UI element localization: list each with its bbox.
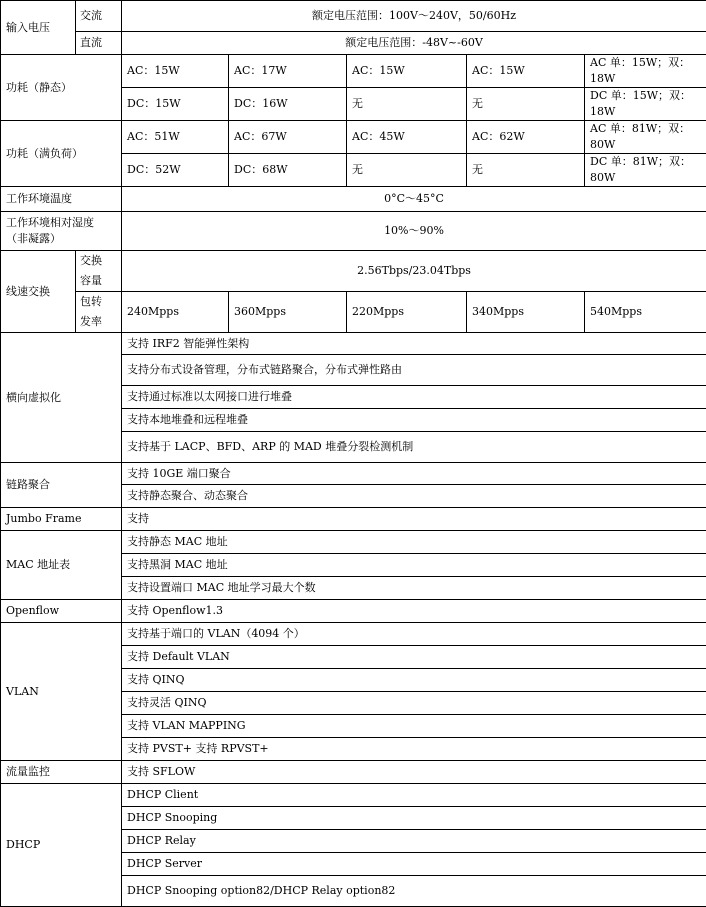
traffic-value: 支持 SFLOW bbox=[122, 761, 706, 784]
power-full-dc-cell: DC：68W bbox=[229, 154, 347, 187]
row-vlan bbox=[1, 623, 706, 646]
power-full-ac-cell: AC：45W bbox=[347, 121, 467, 154]
virtualization-item: 支持本地堆叠和远程堆叠 bbox=[122, 409, 706, 432]
input-voltage-label: 输入电压 bbox=[1, 1, 76, 55]
link-aggregation-item: 支持静态聚合、动态聚合 bbox=[122, 485, 706, 508]
dhcp-item: DHCP Snooping option82/DHCP Relay option82 bbox=[122, 876, 706, 907]
mac-table-item: 支持黑洞 MAC 地址 bbox=[122, 554, 706, 577]
openflow-label: Openflow bbox=[1, 600, 122, 623]
dhcp-item: DHCP Server bbox=[122, 853, 706, 876]
forwarding-rate-cell: 220Mpps bbox=[347, 292, 467, 333]
jumbo-value: 支持 bbox=[122, 508, 706, 531]
power-static-ac-cell: AC：15W bbox=[467, 55, 585, 88]
dhcp-item: DHCP Snooping bbox=[122, 807, 706, 830]
humidity-label bbox=[1, 212, 122, 251]
jumbo-label: Jumbo Frame bbox=[1, 508, 122, 531]
power-full-dc-cell: 无 bbox=[467, 154, 585, 187]
row-traffic bbox=[1, 761, 706, 784]
mac-table-item: 支持设置端口 MAC 地址学习最大个数 bbox=[122, 577, 706, 600]
switching-label: 线速交换 bbox=[1, 251, 76, 333]
row-virtualization bbox=[1, 333, 706, 355]
temperature-label: 工作环境温度 bbox=[1, 187, 122, 212]
power-full-dc-cell: DC：52W bbox=[122, 154, 229, 187]
power-full-label: 功耗（满负荷） bbox=[1, 121, 122, 187]
forwarding-rate-label-line1: 包转 bbox=[80, 292, 117, 312]
row-jumbo bbox=[1, 508, 706, 531]
forwarding-rate-cell: 360Mpps bbox=[229, 292, 347, 333]
dhcp-item: DHCP Relay bbox=[122, 830, 706, 853]
link-aggregation-item: 支持 10GE 端口聚合 bbox=[122, 463, 706, 485]
dc-label: 直流 bbox=[76, 32, 122, 55]
row-dhcp bbox=[1, 784, 706, 807]
forwarding-rate-label bbox=[76, 292, 122, 333]
row-power-static-ac bbox=[1, 55, 706, 88]
temperature-value: 0°C～45°C bbox=[122, 187, 706, 212]
row-forwarding-rate bbox=[1, 292, 706, 333]
switching-capacity-value: 2.56Tbps/23.04Tbps bbox=[122, 251, 706, 292]
power-full-ac-cell: AC：62W bbox=[467, 121, 585, 154]
virtualization-item: 支持 IRF2 智能弹性架构 bbox=[122, 333, 706, 355]
ac-voltage-value: 额定电压范围：100V～240V，50/60Hz bbox=[122, 1, 706, 32]
power-static-dc-cell: DC：16W bbox=[229, 88, 347, 121]
row-temperature bbox=[1, 187, 706, 212]
traffic-label: 流量监控 bbox=[1, 761, 122, 784]
power-static-ac-cell: AC：15W bbox=[347, 55, 467, 88]
switching-capacity-label-line2: 容量 bbox=[80, 271, 117, 291]
switching-capacity-label bbox=[76, 251, 122, 292]
virtualization-item: 支持分布式设备管理，分布式链路聚合，分布式弹性路由 bbox=[122, 355, 706, 386]
row-switching-capacity bbox=[1, 251, 706, 292]
switching-capacity-label-line1: 交换 bbox=[80, 251, 117, 271]
openflow-value: 支持 Openflow1.3 bbox=[122, 600, 706, 623]
power-static-ac-cell: AC：17W bbox=[229, 55, 347, 88]
vlan-item: 支持 Default VLAN bbox=[122, 646, 706, 669]
vlan-label: VLAN bbox=[1, 623, 122, 761]
dc-voltage-value: 额定电压范围：-48V~-60V bbox=[122, 32, 706, 55]
virtualization-item: 支持基于 LACP、BFD、ARP 的 MAD 堆叠分裂检测机制 bbox=[122, 432, 706, 463]
mac-table-label: MAC 地址表 bbox=[1, 531, 122, 600]
row-humidity bbox=[1, 212, 706, 251]
power-static-dc-cell: 无 bbox=[347, 88, 467, 121]
dhcp-item: DHCP Client bbox=[122, 784, 706, 807]
forwarding-rate-cell: 340Mpps bbox=[467, 292, 585, 333]
forwarding-rate-cell: 240Mpps bbox=[122, 292, 229, 333]
power-full-ac-cell: AC：51W bbox=[122, 121, 229, 154]
virtualization-label: 横向虚拟化 bbox=[1, 333, 122, 463]
power-static-ac-cell: AC 单：15W；双：18W bbox=[585, 55, 706, 88]
power-static-dc-cell: DC：15W bbox=[122, 88, 229, 121]
humidity-label-line1: 工作环境相对湿度 bbox=[6, 215, 116, 231]
forwarding-rate-label-line2: 发率 bbox=[80, 312, 117, 332]
vlan-item: 支持 VLAN MAPPING bbox=[122, 715, 706, 738]
row-openflow bbox=[1, 600, 706, 623]
power-full-dc-cell: DC 单：81W；双：80W bbox=[585, 154, 706, 187]
vlan-item: 支持基于端口的 VLAN（4094 个） bbox=[122, 623, 706, 646]
row-power-full-ac bbox=[1, 121, 706, 154]
virtualization-item: 支持通过标准以太网接口进行堆叠 bbox=[122, 386, 706, 409]
forwarding-rate-cell: 540Mpps bbox=[585, 292, 706, 333]
power-static-ac-cell: AC：15W bbox=[122, 55, 229, 88]
ac-label: 交流 bbox=[76, 1, 122, 32]
power-full-ac-cell: AC：67W bbox=[229, 121, 347, 154]
mac-table-item: 支持静态 MAC 地址 bbox=[122, 531, 706, 554]
vlan-item: 支持 QINQ bbox=[122, 669, 706, 692]
vlan-item: 支持 PVST+ 支持 RPVST+ bbox=[122, 738, 706, 761]
humidity-value: 10%～90% bbox=[122, 212, 706, 251]
power-static-dc-cell: 无 bbox=[467, 88, 585, 121]
row-input-voltage-dc bbox=[1, 32, 706, 55]
power-static-label: 功耗（静态） bbox=[1, 55, 122, 121]
vlan-item: 支持灵活 QINQ bbox=[122, 692, 706, 715]
dhcp-label: DHCP bbox=[1, 784, 122, 907]
power-full-dc-cell: 无 bbox=[347, 154, 467, 187]
row-input-voltage-ac bbox=[1, 1, 706, 32]
power-full-ac-cell: AC 单：81W；双：80W bbox=[585, 121, 706, 154]
row-link-aggregation bbox=[1, 463, 706, 485]
row-mac-table bbox=[1, 531, 706, 554]
link-aggregation-label: 链路聚合 bbox=[1, 463, 122, 508]
humidity-label-line2: （非凝露） bbox=[6, 231, 116, 247]
power-static-dc-cell: DC 单：15W；双：18W bbox=[585, 88, 706, 121]
